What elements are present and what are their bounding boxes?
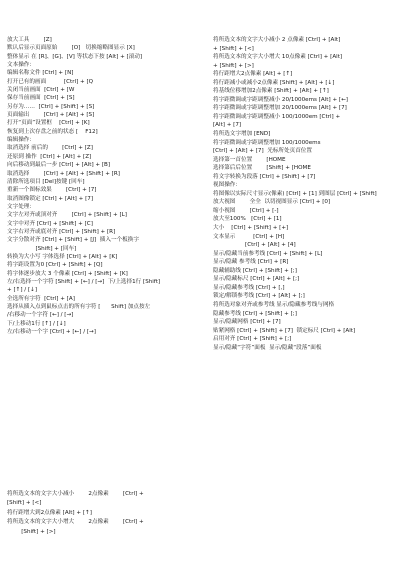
shortcut-line: 将行距增大到2点像素 [Alt] + [↑] bbox=[7, 509, 92, 516]
shortcut-line: 大小 [Ctrl] + [Shift] + [+] bbox=[213, 225, 289, 232]
shortcut-line: 编辑操作： bbox=[7, 137, 35, 144]
shortcut-line: [Shift] + [回车] bbox=[7, 245, 77, 252]
shortcut-line: + [Shift] + [<] bbox=[213, 45, 254, 52]
shortcut-line: 将行距减小或减小2点像素 [Shift] + [Alt] + [↓] bbox=[213, 79, 335, 86]
shortcut-line: 转换为大小写 字体选择 [Ctrl] + [Alt] + [K] bbox=[7, 253, 118, 260]
shortcut-line: 显示/隐藏当前参考线 [Ctrl] + [Shift] + [L] bbox=[213, 250, 323, 257]
shortcut-line: 将所选文本的文字大小增大 10点像素 [Ctrl] + [Alt] bbox=[213, 54, 343, 61]
shortcut-line: 左/右选择一个字符 [Shift] + [←] / [→] 下/上选择1行 [Shift] bbox=[7, 278, 161, 285]
shortcut-line: 视图操作： bbox=[213, 182, 241, 189]
shortcut-line: 选择第后后位置 [Shift] + [HOME bbox=[213, 165, 311, 172]
shortcut-line: 向后移动到最后一步 [Ctrl] + [Alt] + [B] bbox=[7, 162, 111, 169]
shortcut-line: 取消选择 [Ctrl] + [Alt] + [Shift] + [R] bbox=[7, 170, 120, 177]
shortcut-line: 整体显示 在 [R]、[G]、[V] 等状态下按 [Alt] + [滚动] bbox=[7, 53, 143, 60]
shortcut-line: 将所选文本的文字大小减小 2点像素 [Ctrl] + bbox=[7, 491, 144, 497]
shortcut-line: [Ctrl] + [Alt] + [7] 光标所处页首位置 bbox=[213, 148, 312, 155]
shortcut-line: 文字中对齐 [Ctrl] + [Shift] + [C] bbox=[7, 220, 93, 227]
shortcut-line: 文本显示 [Ctrl] + [H] bbox=[213, 233, 285, 240]
shortcut-line: 文字分散对齐 [Ctrl] + [Shift] + [J] 插入一个板换字 bbox=[7, 237, 139, 244]
shortcut-line: 还原到 操作 [Ctrl] + [Alt] + [Z] bbox=[7, 153, 92, 160]
shortcut-line: 将字距微调或字距调整减小 20/1000ems [Alt] + [←] bbox=[213, 96, 348, 103]
shortcut-line: [Ctrl] + [Alt] + [4] bbox=[213, 242, 296, 249]
shortcut-line: 关闭当前画面 [Ctrl] + [W bbox=[7, 87, 75, 94]
shortcut-line: 放大至100% [Ctrl] + [1] bbox=[213, 216, 282, 223]
shortcut-line: 文字左对齐或顶对齐 [Ctrl] + [Shift] + [L] bbox=[7, 212, 127, 219]
shortcut-line: 将所选文本的文字大小减小 2 点像素 [Ctrl] + [Alt] bbox=[213, 37, 341, 43]
shortcut-line: 显示/隐藏“字符”面板 显示/隐藏“段落”面板 bbox=[213, 344, 322, 351]
shortcut-line: 隐藏参考线 [Ctrl] + [Shift] + [;] bbox=[213, 310, 297, 317]
shortcut-line: 文字处理： bbox=[7, 203, 35, 210]
shortcut-line: 将行距增大2点像素 [Alt] + [↑] bbox=[213, 71, 293, 78]
shortcut-line: 显示/隐藏 参考线 [Ctrl] + [R] bbox=[213, 259, 289, 266]
shortcut-line: 文本操作： bbox=[7, 62, 35, 69]
shortcut-line: 选择从插入点到鼠标点击的所有字符 [ Shift] 加点按左 bbox=[7, 304, 151, 310]
shortcut-line: 打开已有的画面 [Ctrl] + [Q bbox=[7, 78, 94, 85]
shortcut-line: 保存当前画面 [Ctrl] + [S] bbox=[7, 95, 75, 102]
shortcut-line: 另存为…… [Ctrl] + [Shift] + [S] bbox=[7, 103, 95, 110]
shortcut-line: 编辑名称文件 [Ctrl] + [N] bbox=[7, 70, 74, 77]
shortcut-line: 隐藏辅助线 [Ctrl] + [Shift] + [;] bbox=[213, 267, 297, 274]
shortcut-line: 将所选对象对齐或参考线 显示/隐藏参考线与网格 bbox=[213, 301, 335, 308]
shortcut-line: 选择第一首位置 [HOME bbox=[213, 156, 286, 163]
left-column bbox=[7, 36, 203, 336]
shortcut-line: 显示/隐藏参考线 [Ctrl] + [,] bbox=[213, 284, 285, 291]
shortcut-line: 放大工具 [Z] bbox=[7, 37, 52, 43]
shortcut-line: 将字体逐步放大 3 个像素 [Ctrl] + [Shift] + [K] bbox=[7, 270, 128, 277]
shortcut-line: 将所选文字增加 [END] bbox=[213, 131, 271, 138]
shortcut-line: 默认后显示页面原始 [O] 切换缩略图显示 [X] bbox=[7, 45, 135, 52]
shortcut-line: 将字距微调或字距调整增加 100/1000ems bbox=[213, 139, 321, 146]
shortcut-line: 全选所有字符 [Ctrl] + [A] bbox=[7, 295, 75, 302]
shortcut-line: 将所选文本的文字大小增大 2点像素 [Ctrl] + bbox=[7, 519, 144, 526]
shortcut-line: 缩小视图 [Ctrl] + [-] bbox=[213, 207, 279, 214]
shortcut-line: 放大视图 全全 以切视图显示 [Ctrl] + [0] bbox=[213, 199, 331, 206]
shortcut-line: 锁定/解锁参考线 [Ctrl] + [Alt] + [;] bbox=[213, 293, 305, 300]
shortcut-line: 恢复到上次存盘之前的状态 [ F12] bbox=[7, 128, 98, 135]
shortcut-line: 将字距设置为0 [Ctrl] + [Shift] + [Q] bbox=[7, 262, 103, 269]
shortcut-line: 贴紧网格 [Ctrl] + [Shift] + [7] 锁定标尺 [Ctrl] + [Alt] bbox=[213, 327, 356, 334]
shortcut-line: 将基线位移增加2点像素 [Shift] + [Alt] + [↑] bbox=[213, 88, 329, 95]
shortcut-line: 将字距微调或字距调整增加 20/1000ems [Alt] + [7] bbox=[213, 105, 347, 112]
shortcut-line: 左/右移动一个字 [Ctrl] + [←] / [→] bbox=[7, 329, 96, 336]
shortcut-line: 显示/隐藏标尺 [Ctrl] + [Alt] + [;] bbox=[213, 276, 300, 283]
shortcut-line: 将字距微调或字距调整减小 100/1000em [Ctrl] + bbox=[213, 113, 341, 120]
shortcut-line: + [Shift] + [>] bbox=[213, 62, 254, 69]
shortcut-line: 显示/隐藏网格 [Ctrl] + [7] bbox=[213, 319, 281, 326]
right-column bbox=[213, 36, 397, 352]
shortcut-line: [Alt] + [7] bbox=[213, 122, 242, 129]
shortcut-line: 打开“页面”设置框 [Ctrl] + [K] bbox=[7, 120, 90, 127]
shortcut-line: 清除所选项目 [Del]按键 [回车] bbox=[7, 178, 85, 185]
shortcut-line: 取消选择 前后的 [Ctrl] + [Z] bbox=[7, 145, 93, 152]
shortcut-line: 文字右对齐或底对齐 [Ctrl] + [Shift] + [R] bbox=[7, 228, 116, 235]
shortcut-line: 重新一个图标效果 [Ctrl] + [7] bbox=[7, 187, 97, 194]
shortcut-line: 下/上移动1行 [↑] / [↓] bbox=[7, 320, 66, 327]
bottom-section bbox=[7, 490, 203, 537]
shortcut-line: 将文字转换为段落 [Ctrl] + [Shift] + [7] bbox=[213, 173, 316, 180]
shortcut-line: [Shift] + [<] bbox=[7, 500, 42, 507]
shortcut-line: /右移动一个字符 [←] / [→] bbox=[7, 312, 74, 319]
shortcut-line: 取消图像锁定 [Ctrl] + [Alt] + [7] bbox=[7, 195, 94, 202]
shortcut-line: + [↑] / [↓] bbox=[7, 287, 38, 294]
shortcut-line: [Shift] + [>] bbox=[7, 528, 56, 535]
shortcut-line: 启用对齐 [Ctrl] + [Shift] + [;] bbox=[213, 336, 292, 343]
shortcut-line: 页面输出 [Ctrl] + [Alt] + [S] bbox=[7, 112, 95, 119]
shortcut-line: 将图像以实际尺寸显示(像素) [Ctrl] + [1] 到图层 [Ctrl] + [Shift] bbox=[213, 190, 377, 197]
